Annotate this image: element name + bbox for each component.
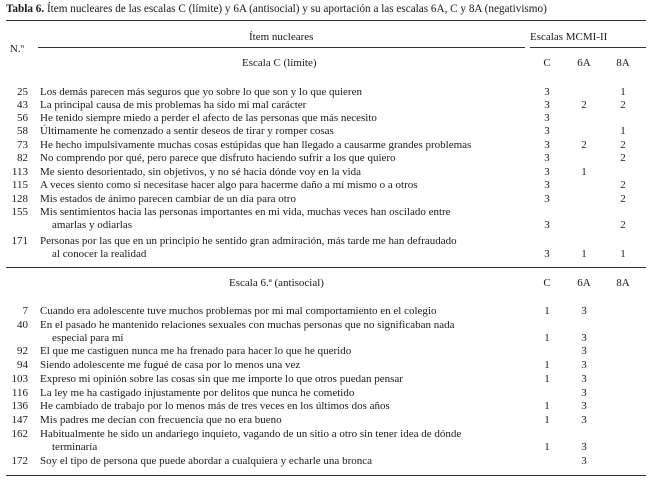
item-text: especial para mí	[52, 332, 124, 344]
item-value: 1	[544, 305, 550, 317]
item-text: Me siento desorientado, sin objetivos, y no sé hacia dónde voy en la vida	[40, 166, 362, 178]
table-title: Ítem nucleares de las escalas C (límite) y 6A (antisocial) y su aportación a las escalas 6A, C y 8A (negativismo)	[46, 3, 547, 15]
item-number: 82	[17, 152, 28, 164]
item-value: 1	[544, 332, 550, 344]
column-header-6a: 6A	[577, 57, 591, 69]
item-value: 1	[544, 414, 550, 426]
item-value: 3	[544, 112, 550, 124]
item-value: 3	[581, 441, 587, 453]
item-value: 1	[544, 359, 550, 371]
item-text: al conocer la realidad	[52, 248, 147, 260]
item-text: amarlas y odiarlas	[52, 219, 133, 231]
item-value: 1	[544, 400, 550, 412]
item-value: 3	[581, 455, 587, 467]
item-value: 3	[581, 332, 587, 344]
rule-under-escalas	[530, 47, 646, 48]
header-escalas: Escalas MCMI-II	[530, 31, 608, 43]
section-title: Escala 6.ª (antisocial)	[229, 277, 324, 289]
item-value: 1	[544, 441, 550, 453]
bottom-rule	[6, 475, 646, 476]
item-text: Los demás parecen más seguros que yo sobre lo que son y lo que quieren	[40, 86, 362, 98]
column-header-6a: 6A	[577, 277, 591, 289]
item-text: La principal causa de mis problemas ha sido mi mal carácter	[40, 99, 307, 111]
item-number: 113	[11, 166, 28, 178]
item-number: 128	[11, 193, 28, 205]
item-number: 116	[11, 387, 28, 399]
item-value: 3	[581, 373, 587, 385]
item-text: Habitualmente he sido un andariego inquieto, vagando de un sitio a otro sin tener idea de dónde	[40, 428, 462, 440]
table-caption	[6, 3, 646, 15]
section-title: Escala C (límite)	[242, 57, 317, 69]
item-number: 58	[17, 125, 28, 137]
item-value: 1	[620, 86, 626, 98]
item-value: 3	[544, 166, 550, 178]
item-value: 3	[581, 345, 587, 357]
item-value: 2	[581, 139, 587, 151]
item-number: 73	[17, 139, 28, 151]
column-header-c: C	[543, 277, 551, 289]
item-text: He hecho impulsivamente muchas cosas estúpidas que han llegado a causarme grandes problemas	[40, 139, 472, 151]
item-text: Personas por las que en un principio he sentido gran admiración, más tarde me han defraudado	[40, 235, 457, 247]
item-number: 40	[17, 319, 28, 331]
item-value: 2	[620, 219, 626, 231]
rule-under-items	[38, 47, 525, 48]
item-value: 1	[620, 125, 626, 137]
item-text: La ley me ha castigado injustamente por delitos que nunca he cometido	[40, 387, 355, 399]
header-number: N.º	[9, 43, 24, 55]
item-value: 1	[620, 248, 626, 260]
item-value: 2	[620, 139, 626, 151]
item-text: El que me castiguen nunca me ha frenado para hacer lo que he querido	[40, 345, 352, 357]
item-value: 2	[581, 99, 587, 111]
top-rule	[6, 20, 646, 21]
item-number: 56	[17, 112, 28, 124]
item-text: Expreso mi opinión sobre las cosas sin que me importe lo que otros puedan pensar	[40, 373, 403, 385]
section-rule	[6, 267, 646, 268]
item-value: 3	[544, 179, 550, 191]
item-text: Mis sentimientos hacia las personas importantes en mi vida, muchas veces han oscilado entre	[40, 206, 451, 218]
item-number: 103	[11, 373, 28, 385]
item-number: 172	[11, 455, 28, 467]
item-value: 3	[581, 400, 587, 412]
item-value: 1	[581, 166, 587, 178]
item-value: 1	[581, 248, 587, 260]
item-text: En el pasado he mantenido relaciones sexuales con muchas personas que no significaban nada	[40, 319, 455, 331]
table-label: Tabla 6.	[6, 3, 45, 15]
item-number: 43	[17, 99, 28, 111]
item-value: 3	[581, 359, 587, 371]
item-number: 94	[17, 359, 28, 371]
item-text: No comprendo por qué, pero parece que disfruto haciendo sufrir a los que quiero	[40, 152, 396, 164]
item-value: 2	[620, 193, 626, 205]
item-value: 1	[544, 373, 550, 385]
item-text: Cuando era adolescente tuve muchos problemas por mi mal comportamiento en el colegio	[40, 305, 437, 317]
item-value: 3	[544, 86, 550, 98]
item-text: Últimamente he comenzado a sentir deseos de tirar y romper cosas	[40, 125, 334, 137]
item-value: 3	[544, 248, 550, 260]
column-header-8a: 8A	[616, 57, 630, 69]
item-value: 2	[620, 179, 626, 191]
item-number: 92	[17, 345, 28, 357]
item-text: Siendo adolescente me fugué de casa por lo menos una vez	[40, 359, 301, 371]
column-header-8a: 8A	[616, 277, 630, 289]
item-text: terminaría	[52, 441, 98, 453]
item-text: A veces siento como si necesitase hacer algo para hacerme daño a mí mismo o a otros	[40, 179, 418, 191]
item-number: 162	[11, 428, 28, 440]
item-text: Mis estados de ánimo parecen cambiar de un día para otro	[40, 193, 296, 205]
item-value: 2	[620, 99, 626, 111]
item-value: 3	[544, 193, 550, 205]
item-value: 2	[620, 152, 626, 164]
item-number: 115	[11, 179, 28, 191]
column-header-c: C	[543, 57, 551, 69]
item-value: 3	[544, 139, 550, 151]
item-number: 171	[11, 235, 28, 247]
item-value: 3	[581, 414, 587, 426]
item-value: 3	[581, 387, 587, 399]
item-number: 147	[11, 414, 28, 426]
item-number: 136	[11, 400, 28, 412]
item-value: 3	[544, 152, 550, 164]
item-number: 155	[11, 206, 28, 218]
item-text: Soy el tipo de persona que puede abordar a cualquiera y echarle una bronca	[40, 455, 372, 467]
item-number: 7	[22, 305, 28, 317]
item-value: 3	[544, 219, 550, 231]
item-number: 25	[17, 86, 28, 98]
item-value: 3	[544, 99, 550, 111]
item-text: He cambiado de trabajo por lo menos más de tres veces en los últimos dos años	[40, 400, 390, 412]
item-text: Mis padres me decían con frecuencia que no era bueno	[40, 414, 282, 426]
item-text: He tenido siempre miedo a perder el afecto de las personas que más necesito	[40, 112, 377, 124]
item-value: 3	[544, 125, 550, 137]
item-value: 3	[581, 305, 587, 317]
header-items: Ítem nucleares	[249, 31, 314, 43]
